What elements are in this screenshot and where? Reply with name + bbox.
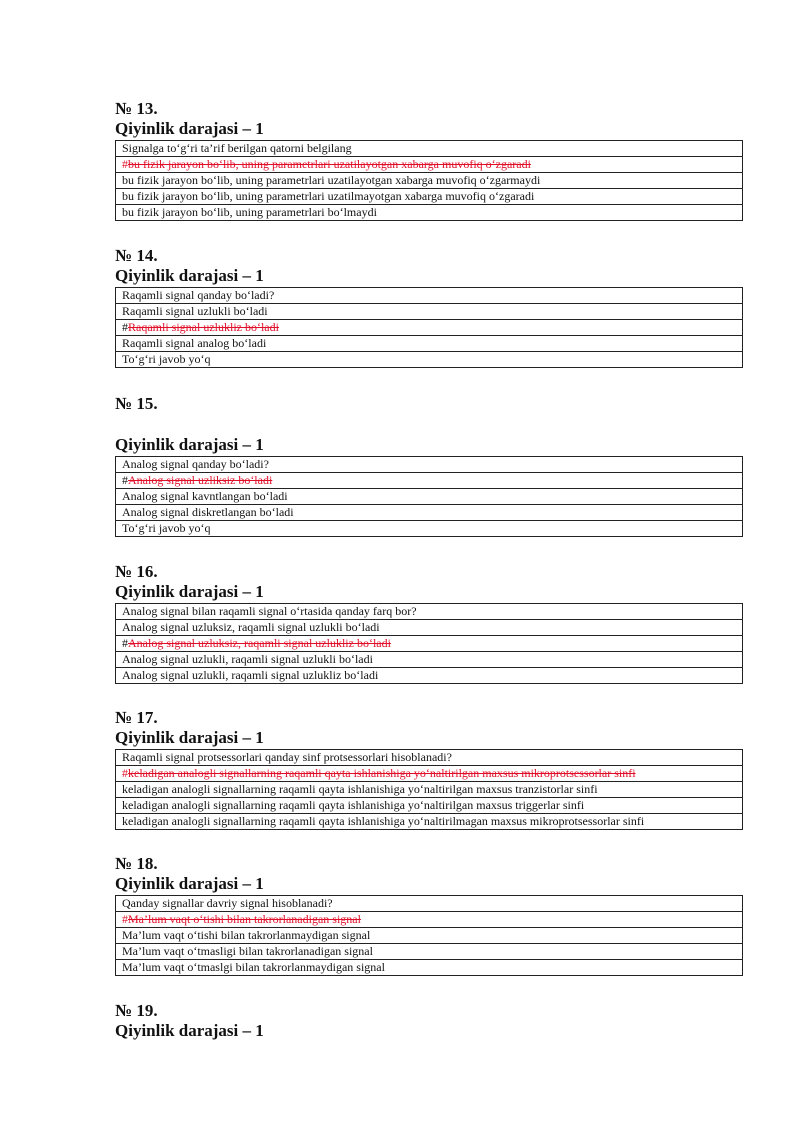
answer-option: Ma’lum vaqt o‘tishi bilan takrorlanmaydigan signal — [116, 928, 743, 944]
question-table — [115, 603, 743, 684]
answer-option: Analog signal diskretlangan bo‘ladi — [116, 505, 743, 521]
correct-marker: # — [122, 636, 128, 650]
correct-answer — [116, 912, 743, 928]
difficulty-label: Qiyinlik darajasi – 1 — [115, 728, 264, 747]
question-prompt: Raqamli signal qanday bo‘ladi? — [116, 288, 743, 304]
answer-option: Raqamli signal uzlukli bo‘ladi — [116, 304, 743, 320]
answer-option: keladigan analogli signallarning raqamli qayta ishlanishiga yo‘naltirilgan maxsus tranzistorlar sinfi — [116, 782, 743, 798]
question-13 — [115, 99, 743, 221]
answer-option: Ma’lum vaqt o‘tmaslgi bilan takrorlanmaydigan signal — [116, 960, 743, 976]
answer-option: Raqamli signal analog bo‘ladi — [116, 336, 743, 352]
difficulty-label: Qiyinlik darajasi – 1 — [115, 266, 264, 285]
answer-option: Analog signal uzluksiz, raqamli signal uzlukli bo‘ladi — [116, 620, 743, 636]
answer-option: To‘g‘ri javob yo‘q — [116, 521, 743, 537]
question-table — [115, 895, 743, 976]
correct-marker: # — [122, 157, 128, 171]
question-number: № 18. — [115, 854, 158, 873]
question-14 — [115, 246, 743, 368]
question-prompt: Analog signal bilan raqamli signal o‘rtasida qanday farq bor? — [116, 604, 743, 620]
question-number: № 15. — [115, 394, 158, 413]
correct-answer — [116, 320, 743, 336]
answer-option: To‘g‘ri javob yo‘q — [116, 352, 743, 368]
difficulty-label: Qiyinlik darajasi – 1 — [115, 435, 264, 454]
answer-option: keladigan analogli signallarning raqamli qayta ishlanishiga yo‘naltirilmagan maxsus mikroprotsessorlar sinfi — [116, 814, 743, 830]
correct-answer-text: Raqamli signal uzlukliz bo‘ladi — [128, 320, 279, 334]
answer-option: keladigan analogli signallarning raqamli qayta ishlanishiga yo‘naltirilgan maxsus triggerlar sinfi — [116, 798, 743, 814]
question-15 — [115, 394, 743, 414]
question-18 — [115, 854, 743, 976]
correct-answer-text: Analog signal uzluksiz, raqamli signal uzlukliz bo‘ladi — [128, 636, 391, 650]
correct-answer — [116, 157, 743, 173]
question-15-body — [115, 435, 743, 537]
answer-option: Ma’lum vaqt o‘tmasligi bilan takrorlanadigan signal — [116, 944, 743, 960]
question-table — [115, 287, 743, 368]
question-prompt: Analog signal qanday bo‘ladi? — [116, 457, 743, 473]
answer-option: bu fizik jarayon bo‘lib, uning parametrlari bo‘lmaydi — [116, 205, 743, 221]
answer-option: Analog signal uzlukli, raqamli signal uzlukliz bo‘ladi — [116, 668, 743, 684]
correct-answer — [116, 766, 743, 782]
answer-option: bu fizik jarayon bo‘lib, uning parametrlari uzatilayotgan xabarga muvofiq o‘zgarmaydi — [116, 173, 743, 189]
question-table — [115, 456, 743, 537]
question-19 — [115, 1001, 743, 1042]
question-17 — [115, 708, 743, 830]
correct-marker: # — [122, 473, 128, 487]
correct-marker: # — [122, 766, 128, 780]
correct-answer-text: keladigan analogli signallarning raqamli qayta ishlanishiga yo‘naltirilgan maxsus mikroprotsessorlar sinfi — [128, 766, 636, 780]
answer-option: bu fizik jarayon bo‘lib, uning parametrlari uzatilmayotgan xabarga muvofiq o‘zgaradi — [116, 189, 743, 205]
answer-option: Analog signal uzlukli, raqamli signal uzlukli bo‘ladi — [116, 652, 743, 668]
correct-answer — [116, 636, 743, 652]
correct-answer-text: Analog signal uzliksiz bo‘ladi — [128, 473, 273, 487]
difficulty-label: Qiyinlik darajasi – 1 — [115, 582, 264, 601]
question-number: № 17. — [115, 708, 158, 727]
question-table — [115, 140, 743, 221]
question-number: № 16. — [115, 562, 158, 581]
correct-marker: # — [122, 912, 128, 926]
difficulty-label: Qiyinlik darajasi – 1 — [115, 1021, 264, 1040]
question-number: № 19. — [115, 1001, 158, 1020]
question-prompt: Signalga to‘g‘ri ta’rif berilgan qatorni belgilang — [116, 141, 743, 157]
answer-option: Analog signal kavntlangan bo‘ladi — [116, 489, 743, 505]
difficulty-label: Qiyinlik darajasi – 1 — [115, 874, 264, 893]
question-prompt: Raqamli signal protsessorlari qanday sinf protsessorlari hisoblanadi? — [116, 750, 743, 766]
question-number: № 13. — [115, 99, 158, 118]
correct-answer — [116, 473, 743, 489]
question-prompt: Qanday signallar davriy signal hisoblanadi? — [116, 896, 743, 912]
question-16 — [115, 562, 743, 684]
question-table — [115, 749, 743, 830]
question-number: № 14. — [115, 246, 158, 265]
correct-answer-text: bu fizik jarayon bo‘lib, uning parametrlari uzatilayotgan xabarga muvofiq o‘zgaradi — [128, 157, 531, 171]
difficulty-label: Qiyinlik darajasi – 1 — [115, 119, 264, 138]
correct-marker: # — [122, 320, 128, 334]
correct-answer-text: Ma’lum vaqt o‘tishi bilan takrorlanadigan signal — [128, 912, 361, 926]
